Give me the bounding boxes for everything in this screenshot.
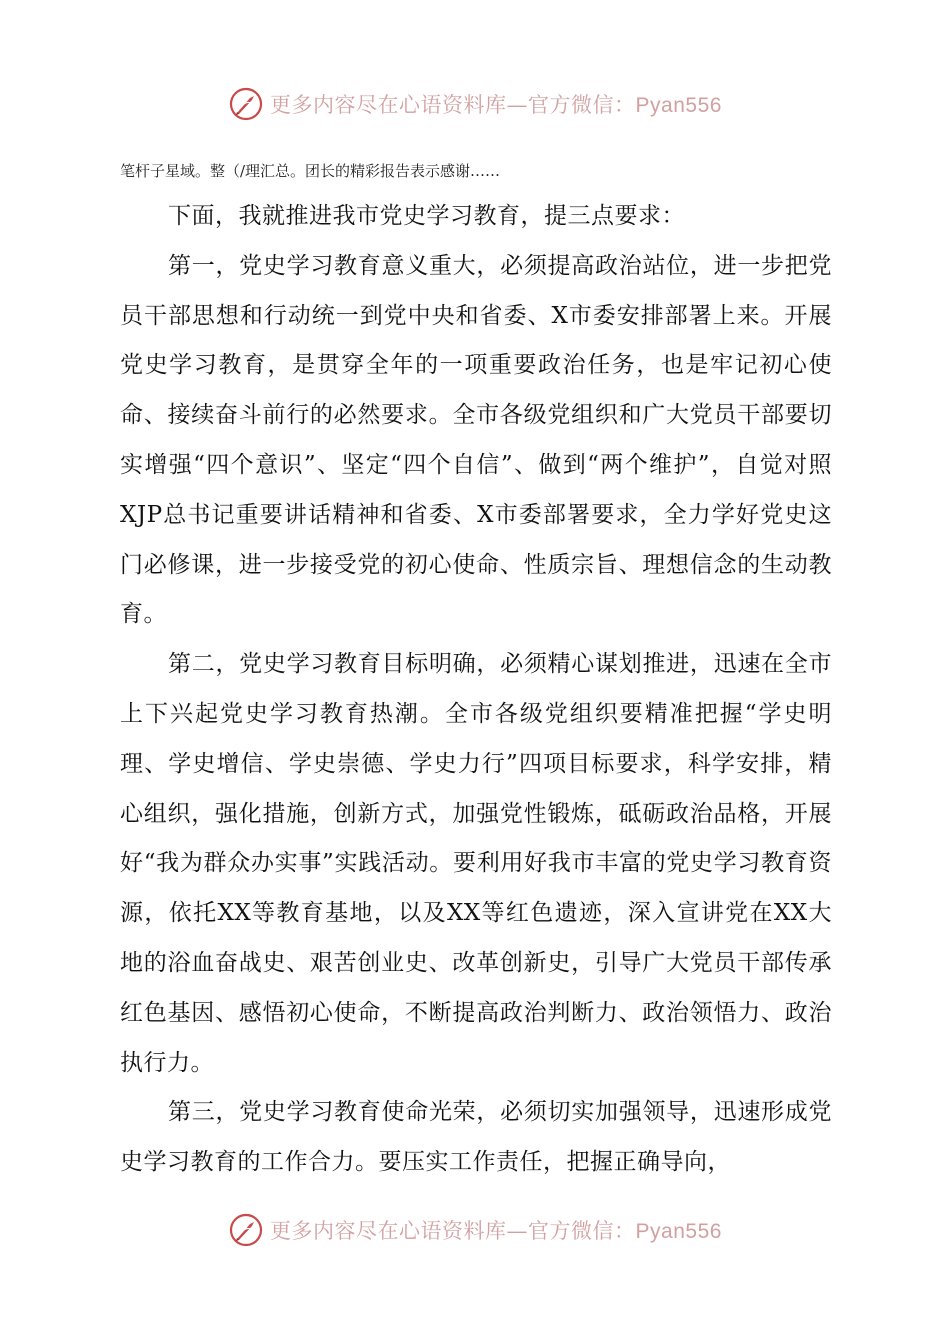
- pen-logo-icon: [228, 1212, 264, 1248]
- watermark-text-latin: Pyan556: [635, 94, 722, 117]
- watermark-text-latin: Pyan556: [635, 1220, 722, 1243]
- paragraph-second: 第二，党史学习教育目标明确，必须精心谋划推进，迅速在全市上下兴起党史学习教育热潮。全市各级党组织要精准把握“学史明理、学史增信、学史崇德、学史力行”四项目标要求，科学安排，精心组织，强化措施，创新方式，加强党性锻炼，砥砺政治品格，开展好“我为群众办实事”实践活动。要利用好我市丰富的党史学习教育资源，依托XX等教育基地，以及XX等红色遗迹，深入宣讲党在XX大地的浴血奋战史、艰苦创业史、改革创新史，引导广大党员干部传承红色基因、感悟初心使命，不断提高政治判断力、政治领悟力、政治执行力。: [120, 651, 832, 1076]
- document-body: [120, 192, 832, 1188]
- paragraph-intro: 下面，我就推进我市党史学习教育，提三点要求：: [168, 203, 685, 229]
- watermark-banner-top: [0, 84, 950, 124]
- watermark-banner-bottom: [0, 1210, 950, 1250]
- pen-logo-icon: [228, 86, 264, 122]
- paragraph-third: 第三，党史学习教育使命光荣，必须切实加强领导，迅速形成党史学习教育的工作合力。要压实工作责任，把握正确导向，: [120, 1099, 832, 1176]
- fragment-line: 笔杆子星域。整（/理汇总。团长的精彩报告表示感谢……: [120, 162, 501, 180]
- watermark-text: [270, 1215, 722, 1245]
- watermark-text-cn: 更多内容尽在心语资料库—官方微信：: [270, 1219, 636, 1243]
- paragraph-first: 第一，党史学习教育意义重大，必须提高政治站位，进一步把党员干部思想和行动统一到党中央和省委、X市委安排部署上来。开展党史学习教育，是贯穿全年的一项重要政治任务，也是牢记初心使命、接续奋斗前行的必然要求。全市各级党组织和广大党员干部要切实增强“四个意识”、坚定“四个自信”、做到“两个维护”，自觉对照XJP总书记重要讲话精神和省委、X市委部署要求，全力学好党史这门必修课，进一步接受党的初心使命、性质宗旨、理想信念的生动教育。: [120, 252, 832, 628]
- watermark-text: [270, 89, 722, 119]
- watermark-text-cn: 更多内容尽在心语资料库—官方微信：: [270, 93, 636, 117]
